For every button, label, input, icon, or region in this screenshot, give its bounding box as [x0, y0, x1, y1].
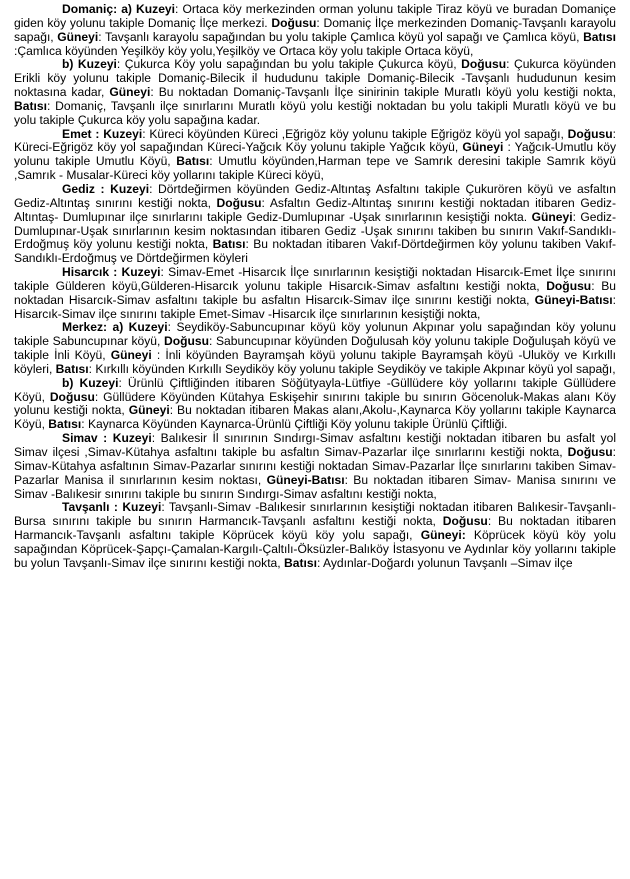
section-label: Doğusu: [271, 15, 317, 30]
section-label: Güneyi-Batısı: [266, 472, 345, 487]
paragraph-text: : Umutlu köyünden,Harman tepe ve Samrık deresini takiple Samrık köyü ,Samrık - Musalar-Küreci köy yollarını takiple Küreci köyü,: [14, 154, 616, 183]
paragraph: [14, 3, 616, 58]
paragraph-text: : Tavşanlı karayolu sapağından bu yolu takiple Çamlıca köyü yol sapağı ve Çamlıca köyü,: [98, 29, 584, 44]
section-label: Güneyi: [128, 403, 170, 418]
paragraph-text: : Yağcık-Umutlu köy yolunu takiple Umutlu Köyü,: [14, 140, 616, 169]
section-label: Emet : Kuzeyi: [62, 126, 143, 141]
paragraph-text: : Seydiköy-Sabuncupınar köyü köy yolunun Akpınar yolu sapağından köy yolunu takiple Sabuncupınar köyü,: [14, 320, 616, 349]
section-label: Güneyi-Batısı: [534, 292, 613, 307]
section-label: Güneyi:: [420, 528, 466, 543]
paragraph-text: : Bu noktadan Domaniç-Tavşanlı İlçe sinirinin takiple Muratlı köyü yolu kestiği nokta,: [150, 85, 616, 100]
paragraph-text: : Bu noktadan itibaren Simav- Manisa sınırını ve Simav -Balıkesir sınırını takiple bu sınırın Sındırgı-Simav asfaltını kestiği nokta,: [14, 472, 617, 501]
paragraph-text: : Aydınlar-Doğardı yolunun Tavşanlı –Simav ilçe: [316, 555, 573, 570]
section-label: Doğusu: [567, 126, 613, 141]
paragraph-text: : Asfaltın Gediz-Altıntaş sınırını kestiği noktadan itibaren Gediz-Altıntaş- Dumlupınar ilçe sınırlarını takiple Gediz-Dumlupınar -Uşak sınırlarının kesiştiği nokta.: [14, 195, 616, 224]
section-label: Batısı: [583, 29, 616, 44]
paragraph: [14, 377, 616, 432]
paragraph-text: : Bu noktadan itibaren Harmancık-Tavşanlı asfaltını takiple Köprücek köyü köy yolu sapağı,: [14, 514, 616, 543]
paragraph: [14, 266, 616, 321]
section-label: Güneyi: [110, 348, 152, 363]
section-label: Batısı: [212, 237, 246, 252]
paragraph-text: : Küreci köyünden Küreci ,Eğrigöz köy yolunu takiple Eğrigöz köyü yol sapağı,: [142, 126, 568, 141]
section-label: Doğusu: [546, 278, 592, 293]
paragraph-text: : Güllüdere Köyünden Kütahya Eskişehir sınırını takiple bu sınırın Göcenoluk-Makas alanı Köy yolunu kestiği nokta,: [14, 389, 616, 418]
section-label: b) Kuzeyi: [62, 57, 117, 72]
paragraph-text: : Tavşanlı-Simav -Balıkesir sınırlarının kesiştiği noktadan itibaren Balıkesir-Tavşanlı-Bursa sınırını takiple bu sınırın Harmancık-Tavşanlı asfaltını kestiği nokta,: [14, 500, 616, 529]
paragraph-text: : Gediz-Dumlupınar-Uşak sınırlarının kesim noktasından itibaren Gediz -Uşak sınırını takiben bu sınırın Vakıf-Sandıklı- Erdoğmuş köy yolunu kestiği nokta,: [14, 209, 616, 252]
section-label: Batısı: [48, 417, 82, 432]
paragraph-text: : İnli köyünden Bayramşah köyü yolunu takiple Bayramşah köyü -Uluköy ve Kırkıllı köyleri,: [14, 348, 616, 376]
section-label: Güneyi: [531, 209, 573, 224]
paragraph-text: :Çamlıca köyünden Yeşilköy köy yolu,Yeşilköy ve Ortaca köy yolu takiple Ortaca köyü,: [14, 43, 474, 58]
paragraph-text: : Ortaca köy merkezinden orman yolunu takiple Tiraz köyü ve buradan Domaniçe giden köy yolunu takiple Domaniç İlçe merkezi.: [14, 2, 616, 30]
section-label: Doğusu: [49, 389, 95, 404]
section-label: Merkez: a) Kuzeyi: [62, 320, 168, 335]
section-label: b) Kuzeyi: [62, 375, 119, 390]
section-label: Batısı: [176, 154, 210, 169]
section-label: Güneyi: [462, 140, 504, 155]
paragraph-text: : Hisarcık-Simav ilçe sınırını takiple Emet-Simav -Hisarcık ilçe sınırlarının kesiştiği nokta,: [14, 292, 616, 321]
paragraph-text: : Domaniç İlçe merkezinden Domaniç-Tavşanlı karayolu sapağı,: [14, 15, 616, 44]
paragraph-text: : Sabuncupınar köyünden Doğulusah köy yolunu takiple Doğuluşah köyü ve takiple İnli Köyü,: [14, 334, 616, 363]
paragraph: [14, 501, 616, 570]
paragraph-text: : Küreci-Eğrigöz köy yol sapağından Küreci-Yağcık Köy yolunu takiple Yağcık köyü,: [14, 126, 616, 155]
section-label: Simav : Kuzeyi: [62, 431, 152, 446]
section-label: Batısı: [284, 555, 317, 570]
paragraph-text: : Simav-Kütahya asfaltının Simav-Pazarlar sınırını kestiği noktadan Simav-Pazarlar İlçe sınırlarını takiben Simav-Pazarlar Manisa il sınırlarının kesim noktası,: [14, 445, 616, 487]
section-label: Güneyi: [57, 29, 99, 44]
section-label: Batısı: [55, 361, 89, 376]
section-label: Doğusu: [442, 514, 488, 529]
paragraph-text: : Bu noktadan itibaren Vakıf-Dörtdeğirmen köy yolunu takiben Vakıf-Sandıklı-Erdoğmuş ve Dörtdeğirmen köyleri: [14, 237, 616, 266]
paragraph-text: : Kaynarca Köyünden Kaynarca-Ürünlü Çiftliği Köy yolunu takiple Ürünlü Çiftliği.: [81, 417, 508, 432]
paragraph-text: : Bu noktadan Hisarcık-Simav asfaltını takiple bu asfaltın Hisarcık-Simav ilçe sınırını kestiği nokta,: [14, 278, 616, 307]
paragraph-text: : Bu noktadan itibaren Makas alanı,Akolu-,Kaynarca Köy yollarını takiple Kaynarca Köyü,: [14, 403, 616, 432]
section-label: Doğusu: [567, 445, 613, 459]
paragraph-text: : Simav-Emet -Hisarcık İlçe sınırlarının kesiştiği noktadan Hisarcık-Emet İlçe sınırını takiple Gülderen köyü,Gülderen-Hisarcık yolunu takiple Hisarcık-Simav asfaltını kestiği nokta,: [14, 265, 616, 293]
paragraph-text: Köprücek köyü köy yolu sapağından Köprücek-Şapçı-Çamalan-Kargılı-Çaltılı-Öksüzler-Balıköy İstasyonu ve Aydınlar köy yollarını takiple bu yolun Tavşanlı-Simav ilçe sınırını kestiği nokta,: [14, 528, 616, 570]
paragraph-text: : Balıkesir İl sınırının Sındırgı-Simav asfaltını kestiği noktadan itibaren bu asfalt yol Simav ilçesi ,Simav-Kütahya asfaltını takiple bu asfaltın Simav-Pazarlar ilçe sınırlarını kestiği nokta,: [14, 431, 617, 459]
section-label: Gediz : Kuzeyi: [62, 181, 150, 196]
section-label: Hisarcık : Kuzeyi: [62, 265, 161, 280]
paragraph-text: : Çukurca köyünden Erikli köy yolunu takiple Domaniç-Bilecik il hududunu takiple Domaniç-Bilecik -Tavşanlı hududunun kesim noktasına kadar,: [14, 57, 616, 100]
paragraph: [14, 183, 616, 266]
paragraph-text: : Dörtdeğirmen köyünden Gediz-Altıntaş Asfaltını takiple Çukurören köyü ve asfaltın Gediz-Altıntaş sınırını kestiği nokta,: [14, 181, 616, 210]
paragraph-text: : Domaniç, Tavşanlı ilçe sınırlarını Muratlı köyü yolu kestiği noktadan bu yolu takipli Muratlı köyü ve bu yolu takiple Çukurca köy yolu sapağına kadar.: [14, 98, 616, 127]
paragraph: [14, 128, 616, 183]
paragraph-text: : Çukurca Köy yolu sapağından bu yolu takiple Çukurca köyü,: [116, 57, 462, 72]
section-label: Doğusu: [461, 57, 507, 72]
section-label: Batısı: [14, 98, 47, 113]
paragraph: [14, 58, 616, 127]
section-label: Doğusu: [216, 195, 262, 210]
section-label: Domaniç: a) Kuzeyi: [62, 2, 176, 16]
section-label: Tavşanlı : Kuzeyi: [62, 500, 162, 515]
section-label: Doğusu: [164, 334, 210, 349]
paragraph-text: : Kırkıllı köyünden Kırkıllı Seydiköy köy yolunu takiple Seydiköy ve takiple Akpınar köyü yol sapağı,: [88, 361, 616, 376]
paragraph-text: : Ürünlü Çiftliğinden itibaren Söğütyayla-Lütfiye -Güllüdere köy yollarını takiple Güllüdere Köyü,: [14, 375, 616, 404]
paragraph: [14, 432, 616, 501]
section-label: Güneyi: [109, 85, 151, 100]
paragraph: [14, 321, 616, 376]
